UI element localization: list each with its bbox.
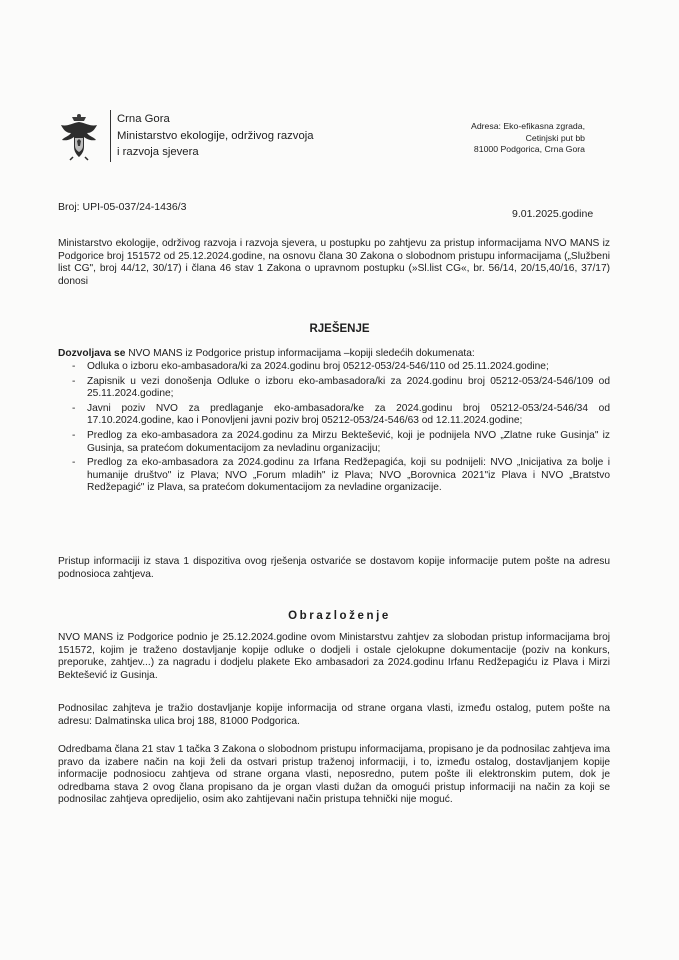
decision-closing: Pristup informaciji iz stava 1 dispozitiva ovog rješenja ostvariće se dostavom kopije informacije putem pošte na adresu podnosioca zahtjeva. bbox=[58, 556, 610, 580]
list-item: - Predlog za eko-ambasadora za 2024.godinu za Irfana Redžepagića, koji su podnijeli: NVO „Inicijativa za bolje i humanije društvo" iz Plava; NVO „Forum mladih" iz Plava; NVO „Borovnica 2021"iz Plava i NVO „Bratstvo Redžepagić" iz Plava, sa pratećom dokumentacijom za nevladine organizacije. bbox=[58, 457, 610, 495]
institution-line: i razvoja sjevera bbox=[117, 146, 199, 158]
address-line: Adresa: Eko-efikasna zgrada, bbox=[471, 121, 585, 131]
list-item: - Odluka o izboru eko-ambasadora/ki za 2024.godinu broj 05212-053/24-546/110 od 25.11.2024.godine; bbox=[58, 361, 610, 374]
address-line: Cetinjski put bb bbox=[525, 132, 585, 143]
reasoning-paragraph: NVO MANS iz Podgorice podnio je 25.12.2024.godine ovom Ministarstvu zahtjev za slobodan pristup informacijama broj 151572, kojim je traženo dostavljanje kopije odluke o dodjeli i ostale cjelokupne dokumentacije (poziv na konkurs, preporuke, zahtjev...) za nagradu i dodjelu plakete Eko ambasadori za 2024.godinu Irfanu Redžepagiću iz Plava i Mirzi Bektešević iz Gusinja. bbox=[58, 632, 610, 681]
coat-of-arms-icon bbox=[58, 113, 100, 161]
reasoning-title: Obrazloženje bbox=[288, 610, 391, 622]
list-item: - Zapisnik u vezi donošenja Odluke o izboru eko-ambasadora/ki za 2024.godinu broj 05212-053/24-546/109 od 25.11.2024.godine; bbox=[58, 376, 610, 401]
intro-paragraph: Ministarstvo ekologije, održivog razvoja i razvoja sjevera, u postupku po zahtjevu za pristup informacijama NVO MANS iz Podgorice broj 151572 od 25.12.2024.godine, na osnovu člana 30 Zakona o slobodnom pristupu informacijama („Službeni list CG", broj 44/12, 30/17) i člana 46 stav 1 Zakona o upravnom postupku (»Sl.list CG«, br. 56/14, 20/15,40/16, 37/17) donosi bbox=[58, 238, 610, 287]
address-block bbox=[471, 121, 585, 156]
decision-lead bbox=[58, 348, 610, 361]
decision-items bbox=[58, 361, 610, 497]
reasoning-paragraph: Odredbama člana 21 stav 1 tačka 3 Zakona o slobodnom pristupu informacijama, propisano je da podnosilac zahtjeva ima pravo da izabere način na koji želi da ostvari pristup traženoj informaciji, i to, između ostalog, dostavljanjem kopije informacije podnosiocu zahtjeva od strane organa vlasti, neposredno, putem pošte ili elektronskim putem, dok je odredbama stava 2 ovog člana propisano da je organ vlasti dužan da omogući pristup informaciji na način za koji se podnosilac zahtjeva opredijelio, osim ako zahtijevani način pristupa tehnički nije moguć. bbox=[58, 744, 610, 806]
list-item: - Javni poziv NVO za predlaganje eko-ambasadora/ke za 2024.godinu broj 05212-053/24-546/34 od 17.10.2024.godine, kao i Ponovljeni javni poziv broj 05212-053/24-546/63 od 12.11.2024.godine; bbox=[58, 403, 610, 428]
institution-line: Crna Gora bbox=[117, 113, 170, 125]
address-line: 81000 Podgorica, Crna Gora bbox=[473, 144, 585, 155]
list-item: - Predlog za eko-ambasadora za 2024.godinu za Mirzu Bektešević, koji je podnijela NVO „Zlatne ruke Gusinja" iz Gusinja, sa pratećom dokumentacijom za nevladinu organizaciju; bbox=[58, 430, 610, 455]
reasoning-paragraph: Podnosilac zahjteva je tražio dostavljanje kopije informacija od strane organa vlasti, između ostalog, putem pošte na adresu: Dalmatinska ulica broj 188, 81000 Podgorica. bbox=[58, 703, 610, 727]
document-date: 9.01.2025.godine bbox=[512, 208, 594, 220]
decision-lead-text: NVO MANS iz Podgorice pristup informacijama –kopiji sledećih dokumenata: bbox=[125, 348, 475, 359]
decision-title: RJEŠENJE bbox=[309, 323, 370, 335]
header-divider bbox=[110, 110, 111, 162]
institution-line: Ministarstvo ekologije, održivog razvoja bbox=[117, 129, 314, 142]
decision-lead-bold: Dozvoljava se bbox=[58, 348, 126, 359]
document-number: Broj: UPI-05-037/24-1436/3 bbox=[58, 201, 187, 213]
institution-block bbox=[117, 111, 314, 161]
